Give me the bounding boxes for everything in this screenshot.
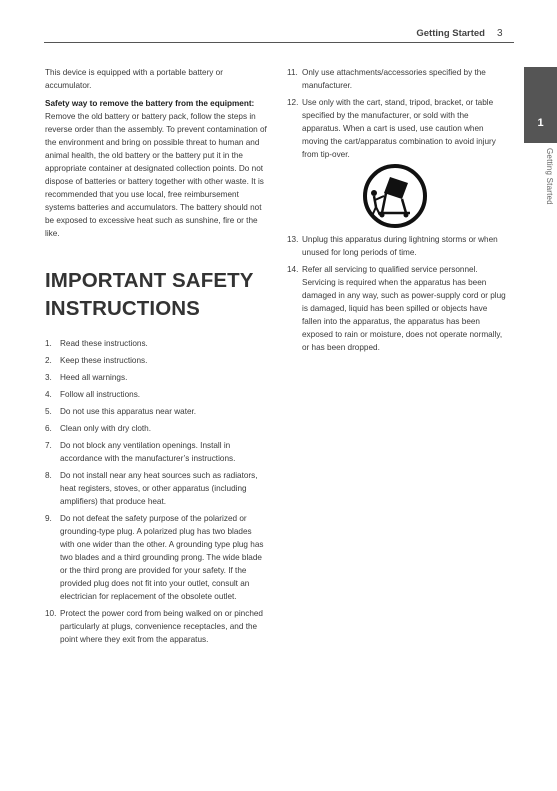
instructions-list-right-bottom <box>287 233 507 358</box>
list-item-text: Keep these instructions. <box>60 356 148 365</box>
list-item-number: 8. <box>45 471 52 480</box>
list-item-text: Read these instructions. <box>60 339 148 348</box>
page-title <box>45 267 275 323</box>
page-title-line2: INSTRUCTIONS <box>45 297 200 320</box>
list-item-text: Do not use this apparatus near water. <box>60 407 197 416</box>
list-item <box>287 233 507 259</box>
list-item-number: 3. <box>45 373 52 382</box>
page-number: 3 <box>497 28 503 39</box>
header-section-title: Getting Started <box>416 28 485 39</box>
list-item-number: 1. <box>45 339 52 348</box>
list-item <box>45 354 267 367</box>
list-item-text: Clean only with dry cloth. <box>60 424 152 433</box>
chapter-tab-label: Getting Started <box>545 148 554 205</box>
list-item <box>45 337 267 350</box>
list-item <box>287 96 507 161</box>
list-item-number: 12. <box>287 98 299 107</box>
list-item-text: Follow all instructions. <box>60 390 141 399</box>
list-item <box>287 66 507 92</box>
list-item-number: 7. <box>45 441 52 450</box>
header-divider <box>44 42 514 43</box>
list-item-text: Refer all servicing to qualified service personnel. Servicing is required when the apparatus has been damaged in any way, such as power-supply cord or plug is damaged, liquid has been spilled or objects have fallen into the apparatus, the apparatus has been exposed to rain or moisture, does not operate normally, or has been dropped. <box>302 265 506 352</box>
list-item <box>45 607 267 646</box>
list-item-text: Protect the power cord from being walked on or pinched particularly at plugs, convenience receptacles, and the point where they exit from the apparatus. <box>60 609 263 644</box>
list-item-number: 11. <box>287 68 298 77</box>
battery-safety-paragraph <box>45 97 267 240</box>
list-item-number: 10. <box>45 609 57 618</box>
list-item-text: Heed all warnings. <box>60 373 128 382</box>
list-item-text: Unplug this apparatus during lightning storms or when unused for long periods of time. <box>302 235 498 257</box>
list-item <box>45 422 267 435</box>
list-item <box>45 388 267 401</box>
list-item-text: Only use attachments/accessories specified by the manufacturer. <box>302 68 486 90</box>
chapter-number: 1 <box>537 117 544 129</box>
list-item-number: 6. <box>45 424 52 433</box>
battery-safety-heading: Safety way to remove the battery from the equipment: <box>45 99 255 108</box>
chapter-tab <box>524 67 557 143</box>
list-item <box>45 512 267 603</box>
list-item <box>45 371 267 384</box>
list-item-number: 5. <box>45 407 52 416</box>
battery-section <box>45 66 267 245</box>
battery-safety-text: Remove the old battery or battery pack, follow the steps in reverse order than the assembly. To prevent contamination of the environment and bring on possible threat to human and animal health, the old battery or the battery put it in the appropriate container at designated collection points. Do not dispose of batteries or battery together with other waste. It is recommended that you use local, free reimbursement systems batteries and accumulators. The battery should not be exposed to excessive heat such as sunshine, fire or the like. <box>45 112 267 238</box>
list-item-text: Do not block any ventilation openings. Install in accordance with the manufacturer’s instructions. <box>60 441 236 463</box>
list-item-number: 9. <box>45 514 52 523</box>
list-item-number: 4. <box>45 390 52 399</box>
list-item-number: 14. <box>287 265 299 274</box>
list-item <box>45 405 267 418</box>
list-item-text: Do not defeat the safety purpose of the polarized or grounding-type plug. A polarized plug has two blades with one wider than the other. A grounding type plug has two blades and a third grounding prong. The wide blade or the third prong are provided for your safety. If the provided plug does not fit into your outlet, consult an electrician for replacement of the obsolete outlet. <box>60 514 264 601</box>
cart-tip-over-warning-icon <box>360 163 430 229</box>
list-item-number: 13. <box>287 235 299 244</box>
instructions-list-left <box>45 337 267 650</box>
list-item-text: Use only with the cart, stand, tripod, bracket, or table specified by the manufacturer, or sold with the apparatus. When a cart is used, use caution when moving the cart/apparatus combination to avoid injury from tip-over. <box>302 98 496 159</box>
page-title-line1: IMPORTANT SAFETY <box>45 269 254 292</box>
list-item-text: Do not install near any heat sources such as radiators, heat registers, stoves, or other apparatus (including amplifiers) that produce heat. <box>60 471 258 506</box>
list-item <box>287 263 507 354</box>
battery-intro: This device is equipped with a portable battery or accumulator. <box>45 68 223 90</box>
list-item <box>45 469 267 508</box>
instructions-list-right-top <box>287 66 507 165</box>
list-item-number: 2. <box>45 356 52 365</box>
list-item <box>45 439 267 465</box>
